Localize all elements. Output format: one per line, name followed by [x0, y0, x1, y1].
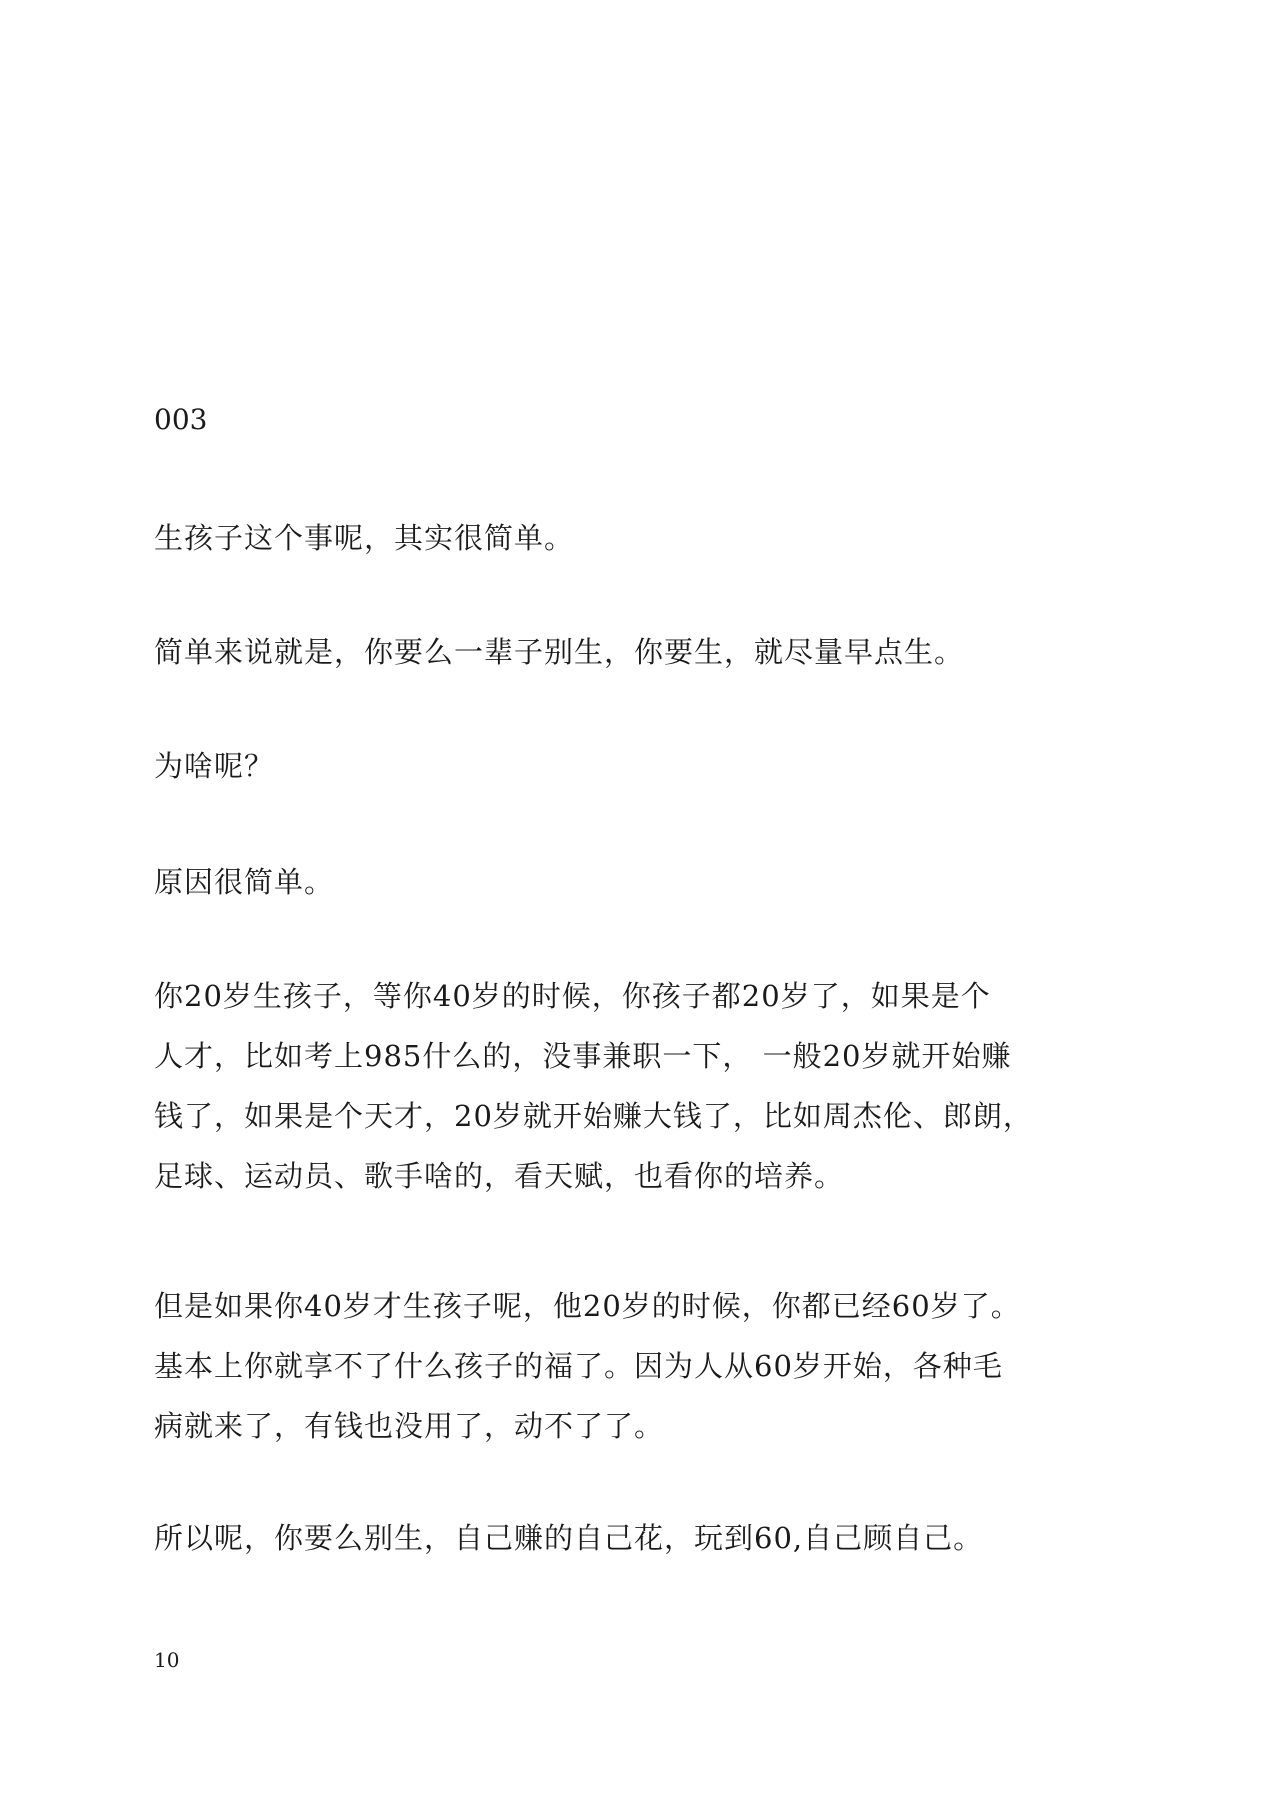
paragraph-6 [154, 1276, 1054, 1456]
paragraph-line: 简单来说就是，你要么一辈子别生，你要生，就尽量早点生。 [154, 635, 965, 669]
paragraph-line: 病就来了，有钱也没用了，动不了了。 [154, 1409, 665, 1443]
paragraph-2 [154, 622, 1054, 682]
paragraph-1 [154, 508, 1054, 568]
section-number: 003 [154, 403, 208, 436]
paragraph-line: 基本上你就享不了什么孩子的福了。因为人从60岁开始，各种毛 [154, 1349, 1003, 1383]
paragraph-3 [154, 736, 1054, 796]
paragraph-line: 原因很简单。 [154, 865, 335, 899]
page-number: 10 [154, 1648, 180, 1672]
paragraph-4 [154, 852, 1054, 912]
paragraph-line: 生孩子这个事呢，其实很简单。 [154, 521, 575, 555]
paragraph-line: 足球、运动员、歌手啥的，看天赋，也看你的培养。 [154, 1159, 845, 1193]
paragraph-line: 钱了，如果是个天才，20岁就开始赚大钱了，比如周杰伦、郎朗， [154, 1099, 1033, 1133]
paragraph-line: 所以呢，你要么别生，自己赚的自己花，玩到60,自己顾自己。 [154, 1521, 984, 1555]
paragraph-line: 你20岁生孩子，等你40岁的时候，你孩子都20岁了，如果是个 [154, 979, 991, 1013]
paragraph-line: 为啥呢？ [154, 749, 275, 783]
paragraph-line: 但是如果你40岁才生孩子呢，他20岁的时候，你都已经60岁了。 [154, 1289, 1021, 1323]
paragraph-line: 人才，比如考上985什么的，没事兼职一下， 一般20岁就开始赚 [154, 1039, 1012, 1073]
paragraph-5 [154, 966, 1054, 1206]
paragraph-7 [154, 1508, 1054, 1568]
